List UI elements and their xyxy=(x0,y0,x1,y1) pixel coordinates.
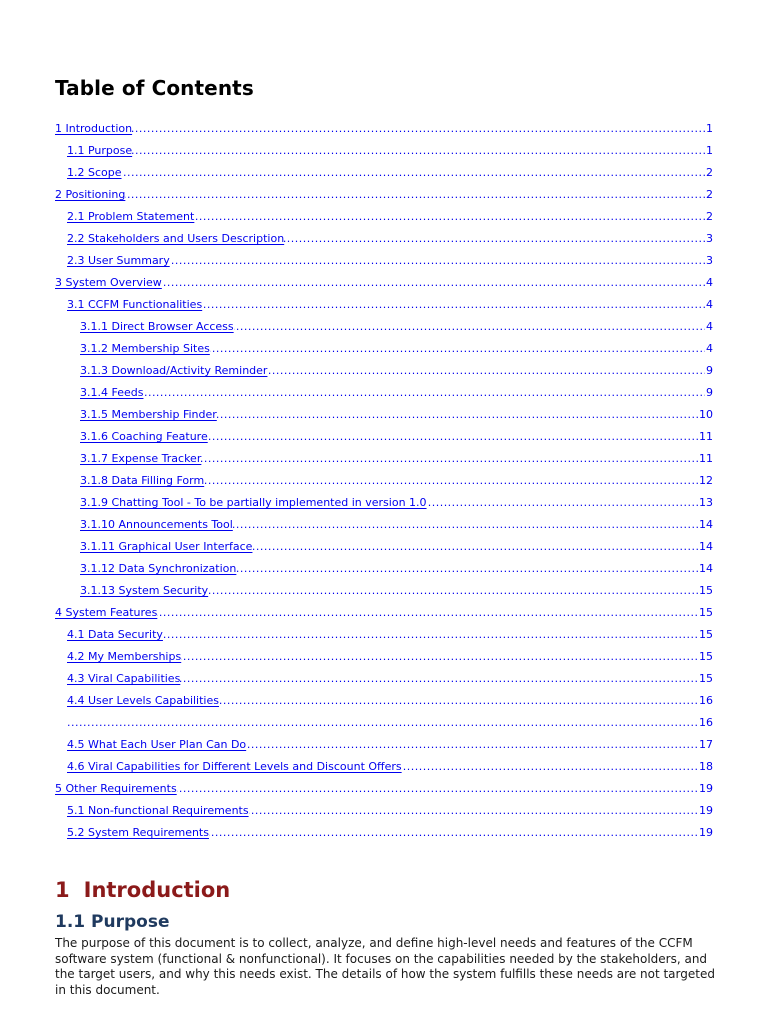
toc-title: Table of Contents xyxy=(55,76,254,100)
toc-leader-dots xyxy=(67,626,713,644)
toc-entry-page: 2 xyxy=(705,164,713,182)
toc-entry-page: 9 xyxy=(705,362,713,380)
toc-entry-page: 10 xyxy=(698,406,713,424)
toc-entry-text: 4.3 Viral Capabilities xyxy=(67,672,181,685)
toc-entry-text: 5 Other Requirements xyxy=(55,782,177,795)
toc-leader-dots xyxy=(80,384,713,402)
toc-entry[interactable] xyxy=(80,494,713,512)
toc-entry-page: 15 xyxy=(698,604,713,622)
toc-entry[interactable] xyxy=(67,802,713,820)
toc-entry-page: 11 xyxy=(698,428,713,446)
toc-entry-page: 16 xyxy=(698,692,713,710)
toc-entry-page: 1 xyxy=(705,120,713,138)
toc-entry-text: 3.1.6 Coaching Feature xyxy=(80,430,208,443)
toc-entry[interactable] xyxy=(67,208,713,226)
subsection-heading-purpose: 1.1 Purpose xyxy=(55,912,170,932)
toc-entry-text: 3.1.12 Data Synchronization xyxy=(80,562,237,575)
toc-entry[interactable] xyxy=(55,780,713,798)
toc-entry[interactable] xyxy=(80,538,713,556)
toc-entry-text: 4.5 What Each User Plan Can Do xyxy=(67,738,247,751)
toc-entry[interactable] xyxy=(67,626,713,644)
toc-entry[interactable] xyxy=(80,384,713,402)
toc-entry-text: 3.1.3 Download/Activity Reminder xyxy=(80,364,268,377)
toc-entry-page: 15 xyxy=(698,626,713,644)
toc-entry[interactable] xyxy=(55,274,713,292)
toc-entry-text: 4.4 User Levels Capabilities xyxy=(67,694,219,707)
toc-entry[interactable] xyxy=(67,736,713,754)
toc-entry-text: 3.1.13 System Security xyxy=(80,584,209,597)
section-number: 1 xyxy=(55,878,70,902)
toc-entry[interactable] xyxy=(80,340,713,358)
toc-entry-text: 1.2 Scope xyxy=(67,166,122,179)
toc-entry-text: 4 System Features xyxy=(55,606,158,619)
toc-entry[interactable] xyxy=(80,428,713,446)
toc-entry-page: 15 xyxy=(698,648,713,666)
toc-entry-text: 3.1.9 Chatting Tool - To be partially implemented in version 1.0 xyxy=(80,496,427,509)
toc-entry-page: 1 xyxy=(705,142,713,160)
toc-entry[interactable] xyxy=(67,230,713,248)
toc-leader-dots xyxy=(67,714,713,732)
toc-entry-page: 19 xyxy=(698,824,713,842)
toc-entry[interactable] xyxy=(67,758,713,776)
toc-leader-dots xyxy=(67,164,713,182)
purpose-paragraph: The purpose of this document is to collect, analyze, and define high-level needs and features of the CCFM software system (functional & nonfunctional). It focuses on the capabilities needed by the stakeholders, and the target users, and why this needs exist. The details of how the system fulfills these needs are not targeted in this document. xyxy=(55,936,715,997)
toc-entry-page: 3 xyxy=(705,252,713,270)
toc-entry-text: 3.1.8 Data Filling Form xyxy=(80,474,205,487)
toc-entry-page: 14 xyxy=(698,560,713,578)
toc-entry[interactable] xyxy=(80,472,713,490)
toc-leader-dots xyxy=(55,120,713,138)
toc-entry[interactable] xyxy=(80,362,713,380)
toc-entry-page: 11 xyxy=(698,450,713,468)
toc-entry[interactable] xyxy=(80,560,713,578)
toc-entry-text: 1 Introduction xyxy=(55,122,133,135)
toc-entry-text: 1.1 Purpose xyxy=(67,144,133,157)
toc-entry-page: 3 xyxy=(705,230,713,248)
section-heading-introduction xyxy=(55,878,230,902)
toc-entry-text: 3.1.5 Membership Finder xyxy=(80,408,217,421)
toc-entry-page: 12 xyxy=(698,472,713,490)
toc-entry-text: 3.1.2 Membership Sites xyxy=(80,342,210,355)
toc-leader-dots xyxy=(67,142,713,160)
toc-entry-text: 2.1 Problem Statement xyxy=(67,210,195,223)
toc-entry-page: 4 xyxy=(705,318,713,336)
toc-entry-page: 18 xyxy=(698,758,713,776)
toc-entry-page: 17 xyxy=(698,736,713,754)
toc-entry-text: 3.1.1 Direct Browser Access xyxy=(80,320,234,333)
toc-entry-page: 2 xyxy=(705,186,713,204)
toc-entry[interactable] xyxy=(67,296,713,314)
toc-entry[interactable] xyxy=(80,516,713,534)
toc-entry-text: 4.2 My Memberships xyxy=(67,650,182,663)
toc-entry[interactable] xyxy=(67,252,713,270)
toc-entry[interactable] xyxy=(67,164,713,182)
toc-entry[interactable] xyxy=(67,142,713,160)
toc-entry[interactable] xyxy=(67,692,713,710)
toc-leader-dots xyxy=(55,186,713,204)
toc-entry-text: 5.1 Non-functional Requirements xyxy=(67,804,249,817)
toc-entry[interactable] xyxy=(55,186,713,204)
toc-entry-text: 4.6 Viral Capabilities for Different Levels and Discount Offers xyxy=(67,760,402,773)
toc-entry[interactable] xyxy=(80,406,713,424)
toc-entry-page: 2 xyxy=(705,208,713,226)
toc-entry-text: 2 Positioning xyxy=(55,188,126,201)
section-title: Introduction xyxy=(83,878,231,902)
toc-entry[interactable] xyxy=(80,582,713,600)
toc-entry[interactable] xyxy=(55,120,713,138)
toc-entry-text: 3.1.4 Feeds xyxy=(80,386,144,399)
toc-entry-text: 2.2 Stakeholders and Users Description xyxy=(67,232,285,245)
toc-entry-page: 4 xyxy=(705,340,713,358)
toc-entry-page: 19 xyxy=(698,780,713,798)
toc-entry-text: 4.1 Data Security xyxy=(67,628,163,641)
toc-entry[interactable] xyxy=(67,824,713,842)
toc-entry-text: 3.1 CCFM Functionalities xyxy=(67,298,203,311)
toc-entry-page: 9 xyxy=(705,384,713,402)
toc-entry-text: 3 System Overview xyxy=(55,276,162,289)
toc-entry-page: 15 xyxy=(698,670,713,688)
toc-entry[interactable] xyxy=(67,670,713,688)
toc-entry-text: 5.2 System Requirements xyxy=(67,826,209,839)
toc-entry[interactable] xyxy=(80,318,713,336)
toc-entry[interactable] xyxy=(55,604,713,622)
toc-entry-text: 3.1.10 Announcements Tool xyxy=(80,518,233,531)
toc-entry-text: 2.3 User Summary xyxy=(67,254,170,267)
toc-entry-page: 4 xyxy=(705,274,713,292)
toc-entry-page: 4 xyxy=(705,296,713,314)
toc-entry[interactable] xyxy=(80,450,713,468)
toc-entry-page: 16 xyxy=(698,714,713,732)
toc-entry[interactable] xyxy=(67,714,713,732)
toc-entry-page: 15 xyxy=(698,582,713,600)
toc-entry-page: 14 xyxy=(698,516,713,534)
toc-entry-page: 19 xyxy=(698,802,713,820)
toc-entry-text: 3.1.11 Graphical User Interface xyxy=(80,540,253,553)
toc-entry-text: 3.1.7 Expense Tracker xyxy=(80,452,202,465)
toc-entry-page: 14 xyxy=(698,538,713,556)
toc-entry-page: 13 xyxy=(698,494,713,512)
toc-entry[interactable] xyxy=(67,648,713,666)
